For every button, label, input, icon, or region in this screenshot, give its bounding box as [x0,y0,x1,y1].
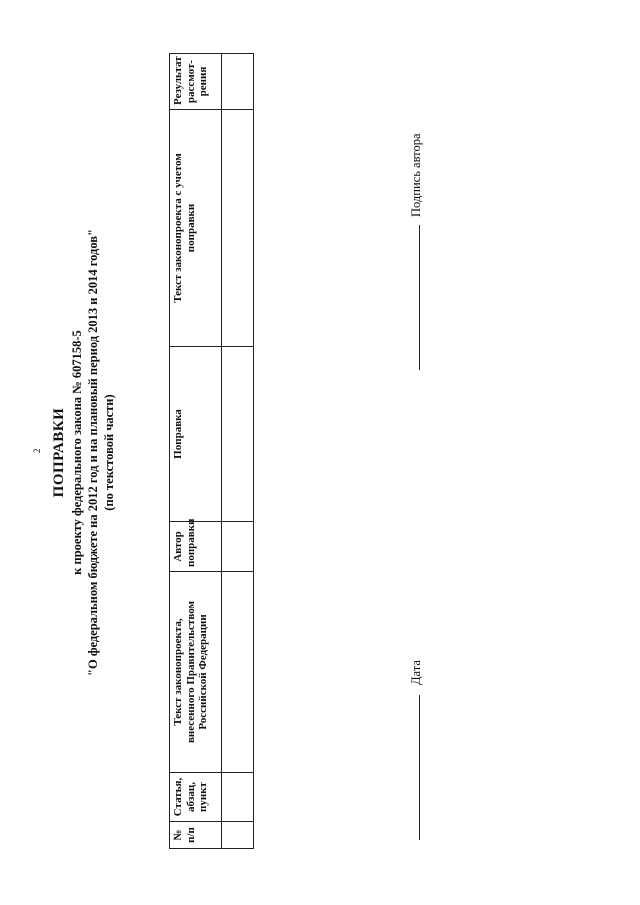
table-header-row [170,54,222,849]
header-line: абзац, [184,782,197,813]
header-cell-author [170,518,222,572]
header-cell-amendment [170,347,222,522]
table-cell[interactable] [222,522,254,572]
header-cell-number [170,822,222,849]
header-line: Автор [172,531,184,562]
header-cell-government-text [170,572,222,773]
header-line: рения [197,66,209,97]
header-line: поправки [184,203,197,253]
subtitle-line: (по текстовой части) [102,394,116,511]
table-cell[interactable] [222,110,254,347]
document-title: ПОПРАВКИ [51,407,67,498]
subtitle-line: "О федеральном бюджете на 2012 год и на плановый период 2013 и 2014 годов" [86,229,100,676]
header-line: п/п [184,827,197,843]
subtitle-line: к проекту федерального закона № 607158-5 [70,330,84,575]
date-signature-line [419,695,420,840]
header-line: Результат [172,56,184,105]
table-cell[interactable] [222,773,254,822]
header-cell-result [170,54,222,110]
table-cell[interactable] [222,54,254,110]
header-line: Статья, [172,777,184,817]
header-line: поправки [184,518,197,567]
title-block [50,0,117,905]
header-line: внесенного Правительством [184,601,197,744]
date-label: Дата [409,660,423,685]
table-cell[interactable] [222,822,254,849]
header-line: пункт [197,782,209,812]
header-line: Текст законопроекта, [172,618,184,726]
header-line: Текст законопроекта с учетом [172,153,184,303]
amendments-table [169,53,254,849]
page-number: 2 [32,448,42,453]
header-line: рассмот- [184,59,197,104]
table-row [222,54,254,849]
header-cell-amended-text [170,110,222,347]
author-signature-line [419,225,420,370]
header-line: Поправка [172,409,184,459]
table-cell[interactable] [222,347,254,522]
table-cell[interactable] [222,572,254,773]
author-signature-label: Подпись автора [409,133,423,217]
header-line: Российской Федерации [197,614,209,730]
header-line: № [172,829,184,841]
header-cell-article [170,773,222,822]
